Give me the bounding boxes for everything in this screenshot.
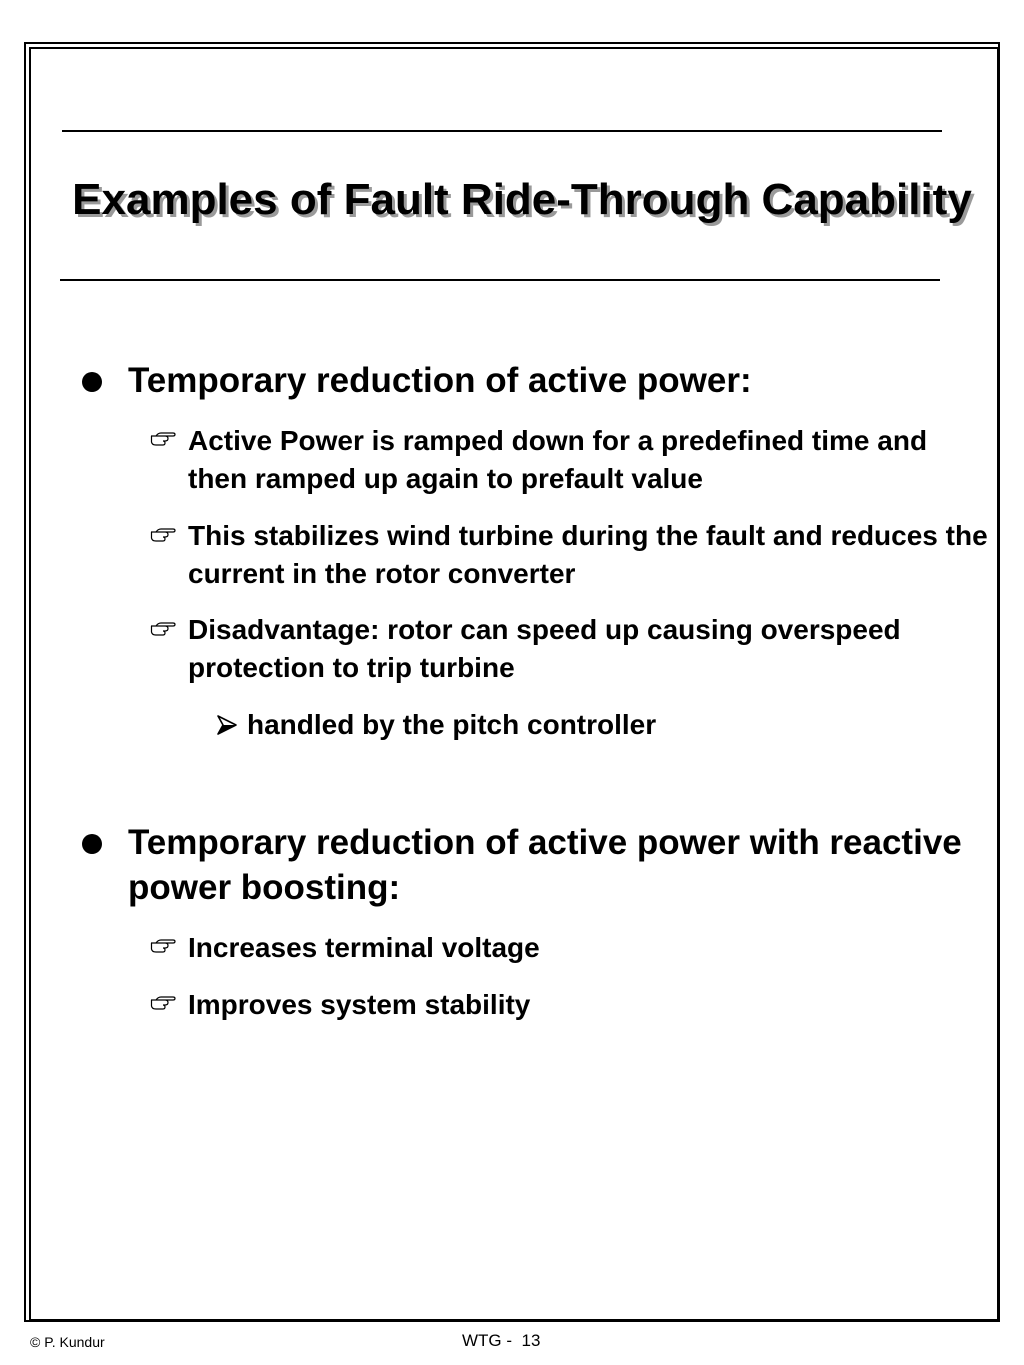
title-rule-top [62, 130, 942, 132]
page-number: WTG - 13 [462, 1331, 541, 1350]
sub-list-item: handled by the pitch controller [247, 709, 657, 740]
pointing-hand-icon [150, 995, 176, 1011]
list-item: Increases terminal voltage [188, 932, 540, 963]
list-item: Improves system stability [188, 989, 531, 1020]
bullet-dot-icon [82, 834, 102, 854]
pointing-hand-icon [150, 621, 176, 637]
pointing-hand-icon [150, 938, 176, 954]
section-heading: Temporary reduction of active power with reactive power boosting: [128, 823, 962, 907]
bullet-dot-icon [82, 372, 102, 392]
pointing-hand-icon [150, 431, 176, 447]
list-item: Active Power is ramped down for a predefined time and then ramped up again to prefault value [188, 425, 928, 494]
slide-title: Examples of Fault Ride-Through Capability [72, 175, 972, 224]
copyright-text: © P. Kundur [30, 1334, 105, 1350]
pointing-hand-icon [150, 527, 176, 543]
section-heading: Temporary reduction of active power: [128, 361, 752, 400]
title-rule-bottom [60, 279, 940, 281]
list-item: This stabilizes wind turbine during the fault and reduces the current in the rotor converter [188, 520, 988, 589]
arrowhead-icon [216, 714, 238, 736]
list-item: Disadvantage: rotor can speed up causing overspeed protection to trip turbine [188, 614, 901, 683]
